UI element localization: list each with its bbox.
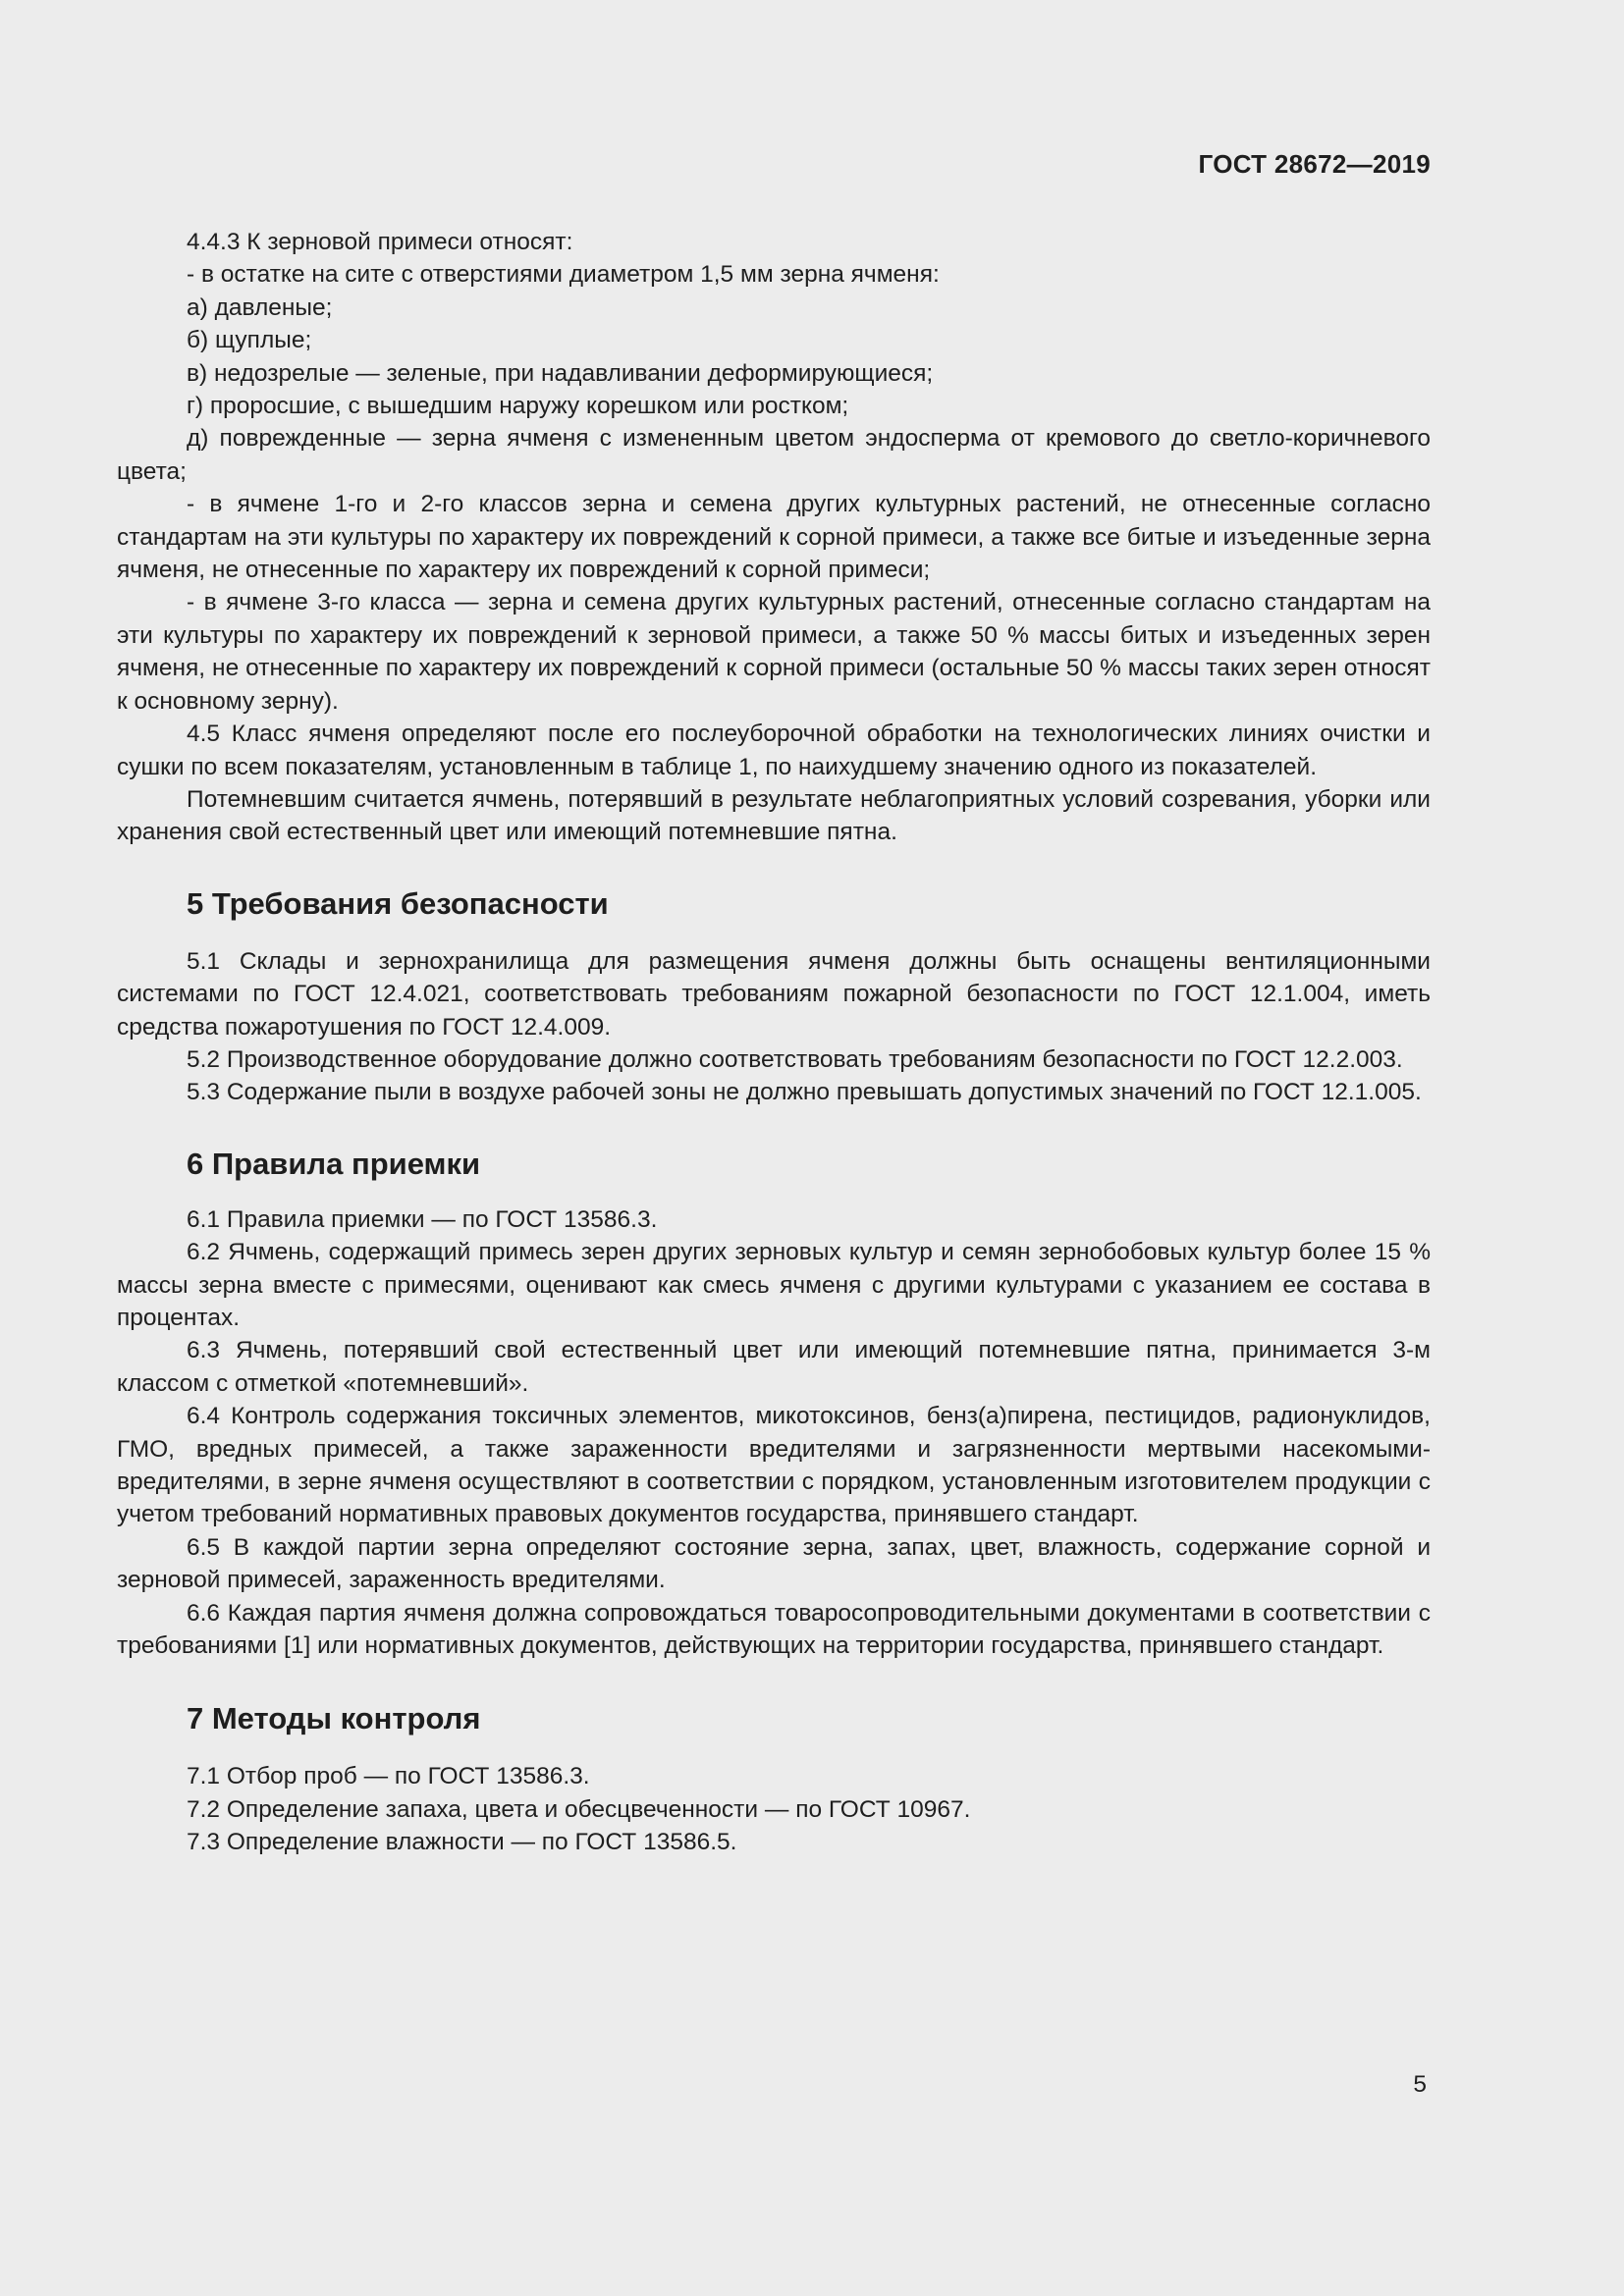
paragraph-7-1: 7.1 Отбор проб — по ГОСТ 13586.3. [187, 1763, 590, 1790]
list-item-b: б) щуплые; [187, 327, 312, 354]
section-4-continuation [117, 226, 1431, 849]
paragraph-6-4: 6.4 Контроль содержания токсичных элементов, микотоксинов, бенз(а)пирена, пестицидов, радионуклидов, ГМО, вредных примесей, а также зараженности вредителями и загрязненности мертвыми насекомыми-вредителями, в зерне ячменя осуществляют в соответствии с порядком, установленным изготовителем продукции с учетом требований нормативных правовых документов государства, принявшего стандарт. [117, 1403, 1431, 1528]
paragraph-darkened-barley: Потемневшим считается ячмень, потерявший в результате неблагоприятных условий созревания, уборки или хранения свой естественный цвет или имеющий потемневшие пятна. [117, 785, 1431, 846]
paragraph-5-1: 5.1 Склады и зернохранилища для размещения ячменя должны быть оснащены вентиляционными системами по ГОСТ 12.4.021, соответствовать требованиям пожарной безопасности по ГОСТ 12.1.004, иметь средства пожаротушения по ГОСТ 12.4.009. [117, 947, 1431, 1041]
paragraph-4-4-3: 4.4.3 К зерновой примеси относят: [187, 229, 573, 255]
list-item-class-3: - в ячмене 3-го класса — зерна и семена других культурных растений, отнесенные согласно стандартам на эти культуры по характеру их повреждений к зерновой примеси, а также 50 % массы битых и изъеденных зерен ячменя, не отнесенные по характеру их повреждений к сорной примеси (остальные 50 % массы таких зерен относят к основному зерну). [117, 589, 1431, 715]
section-7-body [117, 1760, 1431, 1858]
list-item-v: в) недозрелые — зеленые, при надавливании деформирующиеся; [187, 359, 934, 387]
paragraph-6-2: 6.2 Ячмень, содержащий примесь зерен других зерновых культур и семян зернобобовых культур более 15 % массы зерна вместе с примесями, оценивают как смесь ячменя с другими культурами с указанием ее состава в процентах. [117, 1239, 1431, 1331]
section-6-heading: 6 Правила приемки [187, 1146, 481, 1181]
section-5-heading: 5 Требования безопасности [187, 885, 609, 921]
paragraph-7-2: 7.2 Определение запаха, цвета и обесцвеченности — по ГОСТ 10967. [187, 1795, 971, 1823]
document-code: ГОСТ 28672—2019 [1198, 149, 1431, 179]
paragraph-6-3: 6.3 Ячмень, потерявший свой естественный цвет или имеющий потемневшие пятна, принимается 3-м классом с отметкой «потемневший». [117, 1337, 1431, 1397]
paragraph-4-5: 4.5 Класс ячменя определяют после его послеуборочной обработки на технологических линиях очистки и сушки по всем показателям, установленным в таблице 1, по наихудшему значению одного из показателей. [117, 721, 1431, 780]
list-item-d: д) поврежденные — зерна ячменя с измененным цветом эндосперма от кремового до светло-коричневого цвета; [117, 425, 1431, 485]
paragraph-6-5: 6.5 В каждой партии зерна определяют состояние зерна, запах, цвет, влажность, содержание сорной и зерновой примесей, зараженность вредителями. [117, 1533, 1431, 1594]
paragraph-5-2: 5.2 Производственное оборудование должно соответствовать требованиям безопасности по ГОСТ 12.2.003. [187, 1045, 1403, 1073]
page-number: 5 [1413, 2071, 1427, 2098]
list-item-a: а) давленые; [187, 294, 333, 321]
section-7-heading: 7 Методы контроля [187, 1701, 481, 1736]
page-body [117, 226, 1431, 1859]
paragraph-6-6: 6.6 Каждая партия ячменя должна сопровождаться товаросопроводительными документами в соответствии с требованиями [1] или нормативных документов, действующих на территории государства, принявшего стандарт. [117, 1599, 1431, 1660]
list-item-sieve-residue: - в остатке на сите с отверстиями диаметром 1,5 мм зерна ячменя: [187, 261, 940, 289]
list-item-g: г) проросшие, с вышедшим наружу корешком или ростком; [187, 393, 849, 420]
section-5-body [117, 945, 1431, 1109]
paragraph-5-3: 5.3 Содержание пыли в воздухе рабочей зоны не должно превышать допустимых значений по ГОСТ 12.1.005. [187, 1079, 1422, 1106]
section-6-body [117, 1203, 1431, 1663]
paragraph-7-3: 7.3 Определение влажности — по ГОСТ 13586.5. [187, 1829, 737, 1856]
paragraph-6-1: 6.1 Правила приемки — по ГОСТ 13586.3. [187, 1205, 658, 1233]
list-item-classes-1-2: - в ячмене 1-го и 2-го классов зерна и семена других культурных растений, не отнесенные согласно стандартам на эти культуры по характеру их повреждений к сорной примеси, а также все битые и изъеденные зерна ячменя, не отнесенные по характеру их повреждений к сорной примеси; [117, 491, 1431, 584]
